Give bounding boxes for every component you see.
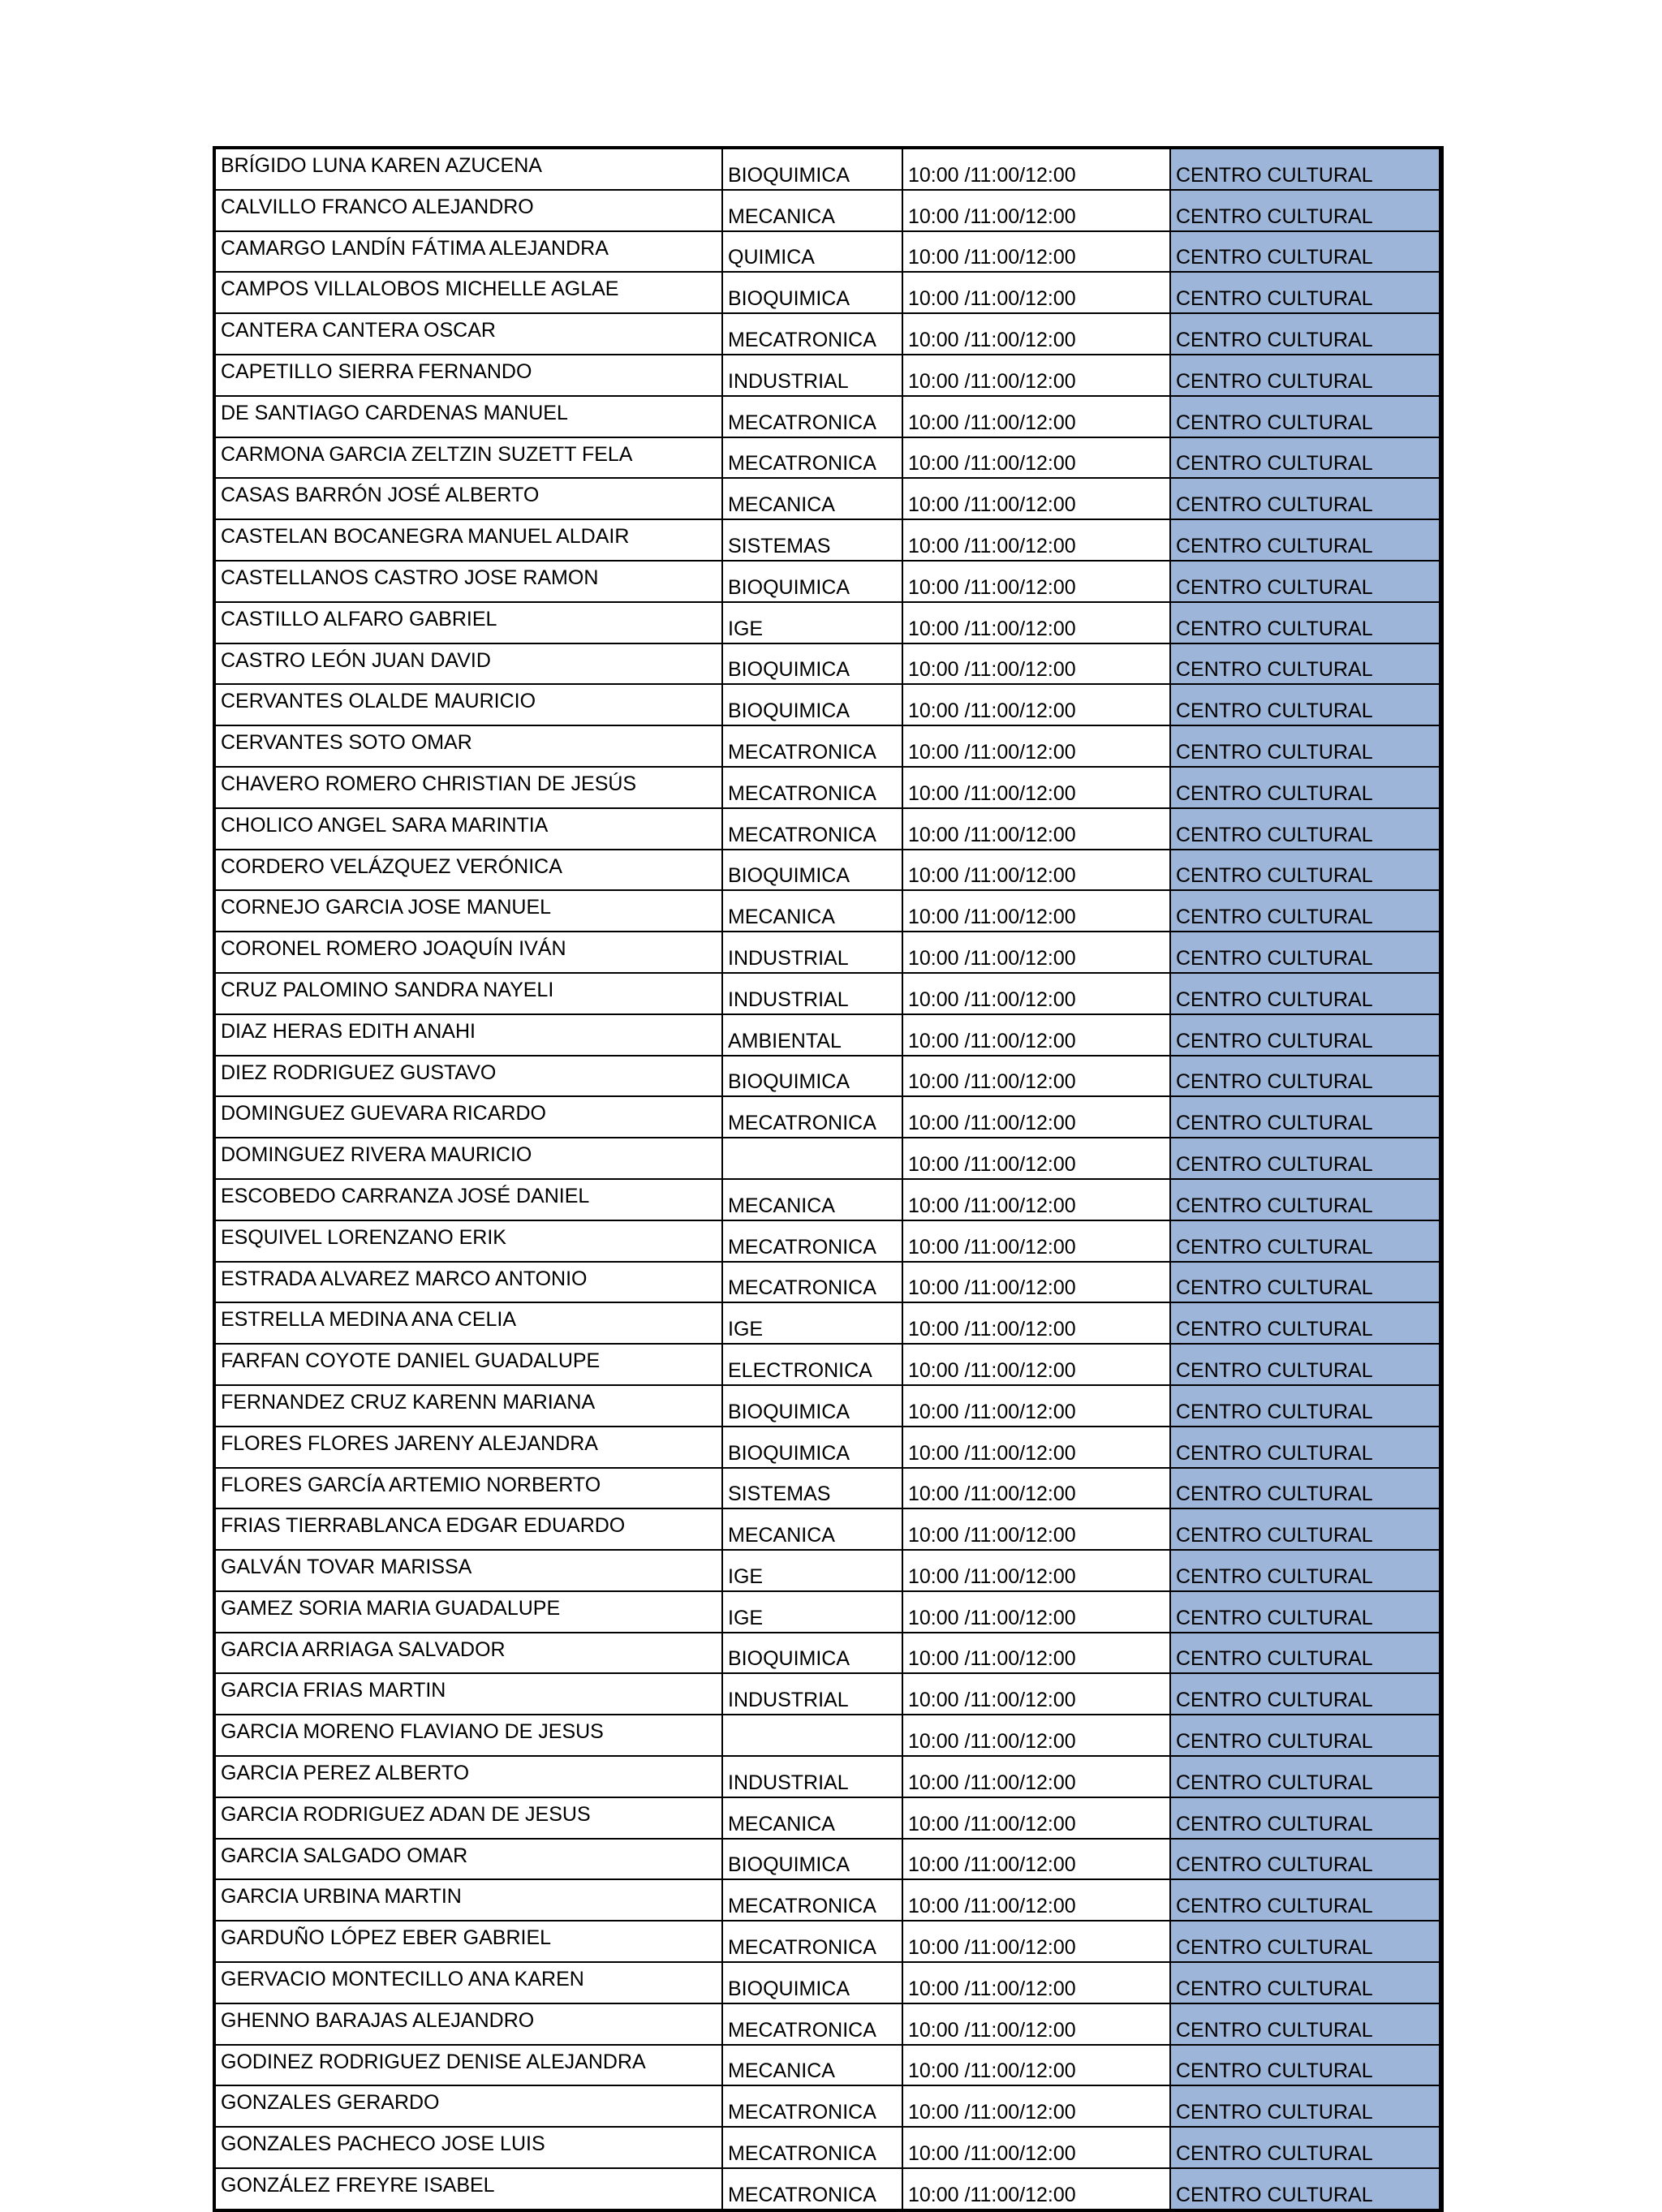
venue-cell: CENTRO CULTURAL bbox=[1170, 1879, 1441, 1921]
venue-cell: CENTRO CULTURAL bbox=[1170, 1715, 1441, 1756]
venue-cell: CENTRO CULTURAL bbox=[1170, 313, 1441, 355]
career-cell: BIOQUIMICA bbox=[722, 1962, 902, 2003]
career-cell: MECATRONICA bbox=[722, 437, 902, 479]
student-name-cell: CHOLICO ANGEL SARA MARINTIA bbox=[214, 808, 722, 850]
student-name-cell: GARCIA URBINA MARTIN bbox=[214, 1879, 722, 1921]
table-row bbox=[214, 932, 1441, 973]
schedule-time-cell: 10:00 /11:00/12:00 bbox=[902, 1921, 1170, 1962]
table-row bbox=[214, 1839, 1441, 1880]
career-cell: INDUSTRIAL bbox=[722, 1673, 902, 1715]
student-name-cell: CARMONA GARCIA ZELTZIN SUZETT FELA bbox=[214, 437, 722, 479]
student-name-cell: GALVÁN TOVAR MARISSA bbox=[214, 1550, 722, 1591]
career-cell: BIOQUIMICA bbox=[722, 1633, 902, 1674]
venue-cell: CENTRO CULTURAL bbox=[1170, 148, 1441, 190]
student-name-cell: GAMEZ SORIA MARIA GUADALUPE bbox=[214, 1591, 722, 1633]
table-row bbox=[214, 767, 1441, 808]
schedule-time-cell: 10:00 /11:00/12:00 bbox=[902, 437, 1170, 479]
career-cell: IGE bbox=[722, 1591, 902, 1633]
student-name-cell: CORONEL ROMERO JOAQUÍN IVÁN bbox=[214, 932, 722, 973]
career-cell: INDUSTRIAL bbox=[722, 355, 902, 396]
venue-cell: CENTRO CULTURAL bbox=[1170, 890, 1441, 932]
schedule-time-cell: 10:00 /11:00/12:00 bbox=[902, 1220, 1170, 1262]
student-name-cell: CERVANTES OLALDE MAURICIO bbox=[214, 684, 722, 725]
student-name-cell: GARCIA ARRIAGA SALVADOR bbox=[214, 1633, 722, 1674]
schedule-time-cell: 10:00 /11:00/12:00 bbox=[902, 932, 1170, 973]
venue-cell: CENTRO CULTURAL bbox=[1170, 1839, 1441, 1880]
venue-cell: CENTRO CULTURAL bbox=[1170, 725, 1441, 767]
schedule-time-cell: 10:00 /11:00/12:00 bbox=[902, 1797, 1170, 1839]
table-row bbox=[214, 272, 1441, 313]
schedule-time-cell: 10:00 /11:00/12:00 bbox=[902, 1508, 1170, 1550]
table-row bbox=[214, 725, 1441, 767]
table-row bbox=[214, 1096, 1441, 1138]
venue-cell: CENTRO CULTURAL bbox=[1170, 643, 1441, 685]
venue-cell: CENTRO CULTURAL bbox=[1170, 1427, 1441, 1468]
venue-cell: CENTRO CULTURAL bbox=[1170, 767, 1441, 808]
table-row bbox=[214, 2168, 1441, 2210]
student-name-cell: FLORES FLORES JARENY ALEJANDRA bbox=[214, 1427, 722, 1468]
venue-cell: CENTRO CULTURAL bbox=[1170, 1385, 1441, 1427]
career-cell: MECATRONICA bbox=[722, 2085, 902, 2127]
career-cell: MECATRONICA bbox=[722, 808, 902, 850]
schedule-time-cell: 10:00 /11:00/12:00 bbox=[902, 725, 1170, 767]
venue-cell: CENTRO CULTURAL bbox=[1170, 272, 1441, 313]
career-cell: INDUSTRIAL bbox=[722, 1756, 902, 1797]
table-row bbox=[214, 1633, 1441, 1674]
career-cell: MECATRONICA bbox=[722, 1220, 902, 1262]
table-row bbox=[214, 1591, 1441, 1633]
schedule-time-cell: 10:00 /11:00/12:00 bbox=[902, 2168, 1170, 2210]
schedule-time-cell: 10:00 /11:00/12:00 bbox=[902, 643, 1170, 685]
table-row bbox=[214, 1673, 1441, 1715]
table-row bbox=[214, 1508, 1441, 1550]
table-row bbox=[214, 1756, 1441, 1797]
table-row bbox=[214, 850, 1441, 891]
student-name-cell: FARFAN COYOTE DANIEL GUADALUPE bbox=[214, 1344, 722, 1385]
schedule-time-cell: 10:00 /11:00/12:00 bbox=[902, 808, 1170, 850]
student-name-cell: GONZALES PACHECO JOSE LUIS bbox=[214, 2127, 722, 2168]
student-name-cell: BRÍGIDO LUNA KAREN AZUCENA bbox=[214, 148, 722, 190]
career-cell: BIOQUIMICA bbox=[722, 1839, 902, 1880]
venue-cell: CENTRO CULTURAL bbox=[1170, 1014, 1441, 1056]
venue-cell: CENTRO CULTURAL bbox=[1170, 519, 1441, 561]
schedule-time-cell: 10:00 /11:00/12:00 bbox=[902, 2003, 1170, 2045]
schedule-time-cell: 10:00 /11:00/12:00 bbox=[902, 1839, 1170, 1880]
schedule-time-cell: 10:00 /11:00/12:00 bbox=[902, 190, 1170, 231]
schedule-time-cell: 10:00 /11:00/12:00 bbox=[902, 1385, 1170, 1427]
table-row bbox=[214, 2085, 1441, 2127]
venue-cell: CENTRO CULTURAL bbox=[1170, 850, 1441, 891]
table-row bbox=[214, 355, 1441, 396]
table-row bbox=[214, 313, 1441, 355]
venue-cell: CENTRO CULTURAL bbox=[1170, 1756, 1441, 1797]
student-name-cell: GARCIA MORENO FLAVIANO DE JESUS bbox=[214, 1715, 722, 1756]
career-cell: MECANICA bbox=[722, 1179, 902, 1220]
student-name-cell: ESTRADA ALVAREZ MARCO ANTONIO bbox=[214, 1262, 722, 1303]
venue-cell: CENTRO CULTURAL bbox=[1170, 1220, 1441, 1262]
career-cell: MECATRONICA bbox=[722, 725, 902, 767]
career-cell: IGE bbox=[722, 602, 902, 643]
schedule-time-cell: 10:00 /11:00/12:00 bbox=[902, 1962, 1170, 2003]
table-row bbox=[214, 231, 1441, 273]
venue-cell: CENTRO CULTURAL bbox=[1170, 1344, 1441, 1385]
schedule-time-cell: 10:00 /11:00/12:00 bbox=[902, 890, 1170, 932]
student-name-cell: FRIAS TIERRABLANCA EDGAR EDUARDO bbox=[214, 1508, 722, 1550]
table-row bbox=[214, 1344, 1441, 1385]
student-name-cell: CAPETILLO SIERRA FERNANDO bbox=[214, 355, 722, 396]
career-cell: INDUSTRIAL bbox=[722, 973, 902, 1014]
schedule-time-cell: 10:00 /11:00/12:00 bbox=[902, 1344, 1170, 1385]
table-row bbox=[214, 684, 1441, 725]
career-cell: BIOQUIMICA bbox=[722, 272, 902, 313]
career-cell: IGE bbox=[722, 1550, 902, 1591]
table-row bbox=[214, 2127, 1441, 2168]
schedule-time-cell: 10:00 /11:00/12:00 bbox=[902, 1715, 1170, 1756]
venue-cell: CENTRO CULTURAL bbox=[1170, 1673, 1441, 1715]
schedule-time-cell: 10:00 /11:00/12:00 bbox=[902, 2085, 1170, 2127]
venue-cell: CENTRO CULTURAL bbox=[1170, 1550, 1441, 1591]
schedule-time-cell: 10:00 /11:00/12:00 bbox=[902, 478, 1170, 519]
student-name-cell: ESCOBEDO CARRANZA JOSÉ DANIEL bbox=[214, 1179, 722, 1220]
venue-cell: CENTRO CULTURAL bbox=[1170, 973, 1441, 1014]
table-row bbox=[214, 1302, 1441, 1344]
career-cell: BIOQUIMICA bbox=[722, 684, 902, 725]
table-row bbox=[214, 973, 1441, 1014]
student-name-cell: CALVILLO FRANCO ALEJANDRO bbox=[214, 190, 722, 231]
venue-cell: CENTRO CULTURAL bbox=[1170, 437, 1441, 479]
venue-cell: CENTRO CULTURAL bbox=[1170, 2003, 1441, 2045]
venue-cell: CENTRO CULTURAL bbox=[1170, 1633, 1441, 1674]
student-name-cell: GARCIA RODRIGUEZ ADAN DE JESUS bbox=[214, 1797, 722, 1839]
schedule-time-cell: 10:00 /11:00/12:00 bbox=[902, 2045, 1170, 2086]
schedule-time-cell: 10:00 /11:00/12:00 bbox=[902, 1262, 1170, 1303]
table-row bbox=[214, 148, 1441, 190]
schedule-time-cell: 10:00 /11:00/12:00 bbox=[902, 850, 1170, 891]
student-name-cell: CERVANTES SOTO OMAR bbox=[214, 725, 722, 767]
table-row bbox=[214, 561, 1441, 602]
career-cell: MECANICA bbox=[722, 2045, 902, 2086]
career-cell: MECANICA bbox=[722, 478, 902, 519]
student-name-cell: CASTELLANOS CASTRO JOSE RAMON bbox=[214, 561, 722, 602]
table-row bbox=[214, 190, 1441, 231]
table-row bbox=[214, 1262, 1441, 1303]
table-row bbox=[214, 890, 1441, 932]
career-cell: MECANICA bbox=[722, 890, 902, 932]
career-cell: MECATRONICA bbox=[722, 1879, 902, 1921]
career-cell: MECATRONICA bbox=[722, 2003, 902, 2045]
student-name-cell: GARDUÑO LÓPEZ EBER GABRIEL bbox=[214, 1921, 722, 1962]
schedule-time-cell: 10:00 /11:00/12:00 bbox=[902, 148, 1170, 190]
schedule-time-cell: 10:00 /11:00/12:00 bbox=[902, 1014, 1170, 1056]
table-row bbox=[214, 1056, 1441, 1097]
table-row bbox=[214, 1014, 1441, 1056]
career-cell: SISTEMAS bbox=[722, 1468, 902, 1509]
career-cell: BIOQUIMICA bbox=[722, 643, 902, 685]
student-name-cell: GODINEZ RODRIGUEZ DENISE ALEJANDRA bbox=[214, 2045, 722, 2086]
table-row bbox=[214, 808, 1441, 850]
career-cell: MECATRONICA bbox=[722, 2127, 902, 2168]
table-row bbox=[214, 1550, 1441, 1591]
career-cell: MECATRONICA bbox=[722, 2168, 902, 2210]
venue-cell: CENTRO CULTURAL bbox=[1170, 2127, 1441, 2168]
career-cell: AMBIENTAL bbox=[722, 1014, 902, 1056]
career-cell: BIOQUIMICA bbox=[722, 1385, 902, 1427]
table-row bbox=[214, 643, 1441, 685]
venue-cell: CENTRO CULTURAL bbox=[1170, 1591, 1441, 1633]
student-name-cell: CRUZ PALOMINO SANDRA NAYELI bbox=[214, 973, 722, 1014]
venue-cell: CENTRO CULTURAL bbox=[1170, 1262, 1441, 1303]
table-row bbox=[214, 396, 1441, 437]
table-row bbox=[214, 437, 1441, 479]
career-cell: BIOQUIMICA bbox=[722, 1427, 902, 1468]
table-row bbox=[214, 2003, 1441, 2045]
student-name-cell: DE SANTIAGO CARDENAS MANUEL bbox=[214, 396, 722, 437]
schedule-time-cell: 10:00 /11:00/12:00 bbox=[902, 973, 1170, 1014]
student-name-cell: CAMPOS VILLALOBOS MICHELLE AGLAE bbox=[214, 272, 722, 313]
venue-cell: CENTRO CULTURAL bbox=[1170, 2168, 1441, 2210]
table-row bbox=[214, 1179, 1441, 1220]
student-name-cell: CASTRO LEÓN JUAN DAVID bbox=[214, 643, 722, 685]
schedule-time-cell: 10:00 /11:00/12:00 bbox=[902, 231, 1170, 273]
venue-cell: CENTRO CULTURAL bbox=[1170, 355, 1441, 396]
career-cell: BIOQUIMICA bbox=[722, 148, 902, 190]
student-name-cell: CASTELAN BOCANEGRA MANUEL ALDAIR bbox=[214, 519, 722, 561]
career-cell: INDUSTRIAL bbox=[722, 932, 902, 973]
schedule-time-cell: 10:00 /11:00/12:00 bbox=[902, 1096, 1170, 1138]
table-row bbox=[214, 1385, 1441, 1427]
venue-cell: CENTRO CULTURAL bbox=[1170, 684, 1441, 725]
schedule-table-body bbox=[214, 148, 1441, 2210]
table-row bbox=[214, 602, 1441, 643]
venue-cell: CENTRO CULTURAL bbox=[1170, 190, 1441, 231]
venue-cell: CENTRO CULTURAL bbox=[1170, 2045, 1441, 2086]
career-cell bbox=[722, 1138, 902, 1179]
schedule-time-cell: 10:00 /11:00/12:00 bbox=[902, 1138, 1170, 1179]
venue-cell: CENTRO CULTURAL bbox=[1170, 1056, 1441, 1097]
schedule-time-cell: 10:00 /11:00/12:00 bbox=[902, 355, 1170, 396]
table-row bbox=[214, 519, 1441, 561]
career-cell: MECANICA bbox=[722, 1508, 902, 1550]
schedule-time-cell: 10:00 /11:00/12:00 bbox=[902, 1633, 1170, 1674]
career-cell: MECATRONICA bbox=[722, 396, 902, 437]
student-name-cell: CASTILLO ALFARO GABRIEL bbox=[214, 602, 722, 643]
schedule-time-cell: 10:00 /11:00/12:00 bbox=[902, 1879, 1170, 1921]
student-name-cell: ESQUIVEL LORENZANO ERIK bbox=[214, 1220, 722, 1262]
student-name-cell: DOMINGUEZ GUEVARA RICARDO bbox=[214, 1096, 722, 1138]
venue-cell: CENTRO CULTURAL bbox=[1170, 478, 1441, 519]
student-name-cell: DIAZ HERAS EDITH ANAHI bbox=[214, 1014, 722, 1056]
venue-cell: CENTRO CULTURAL bbox=[1170, 1468, 1441, 1509]
schedule-time-cell: 10:00 /11:00/12:00 bbox=[902, 561, 1170, 602]
schedule-time-cell: 10:00 /11:00/12:00 bbox=[902, 1427, 1170, 1468]
venue-cell: CENTRO CULTURAL bbox=[1170, 808, 1441, 850]
student-name-cell: GARCIA FRIAS MARTIN bbox=[214, 1673, 722, 1715]
student-name-cell: DOMINGUEZ RIVERA MAURICIO bbox=[214, 1138, 722, 1179]
student-name-cell: DIEZ RODRIGUEZ GUSTAVO bbox=[214, 1056, 722, 1097]
student-name-cell: GONZALES GERARDO bbox=[214, 2085, 722, 2127]
schedule-time-cell: 10:00 /11:00/12:00 bbox=[902, 1591, 1170, 1633]
table-row bbox=[214, 1797, 1441, 1839]
student-name-cell: CAMARGO LANDÍN FÁTIMA ALEJANDRA bbox=[214, 231, 722, 273]
venue-cell: CENTRO CULTURAL bbox=[1170, 1797, 1441, 1839]
venue-cell: CENTRO CULTURAL bbox=[1170, 1962, 1441, 2003]
career-cell: MECANICA bbox=[722, 190, 902, 231]
career-cell: BIOQUIMICA bbox=[722, 850, 902, 891]
schedule-time-cell: 10:00 /11:00/12:00 bbox=[902, 602, 1170, 643]
schedule-time-cell: 10:00 /11:00/12:00 bbox=[902, 1056, 1170, 1097]
career-cell bbox=[722, 1715, 902, 1756]
career-cell: ELECTRONICA bbox=[722, 1344, 902, 1385]
venue-cell: CENTRO CULTURAL bbox=[1170, 231, 1441, 273]
career-cell: MECATRONICA bbox=[722, 767, 902, 808]
table-row bbox=[214, 1468, 1441, 1509]
career-cell: MECATRONICA bbox=[722, 1096, 902, 1138]
student-name-cell: FERNANDEZ CRUZ KARENN MARIANA bbox=[214, 1385, 722, 1427]
schedule-time-cell: 10:00 /11:00/12:00 bbox=[902, 1302, 1170, 1344]
schedule-time-cell: 10:00 /11:00/12:00 bbox=[902, 2127, 1170, 2168]
student-name-cell: CHAVERO ROMERO CHRISTIAN DE JESÚS bbox=[214, 767, 722, 808]
career-cell: MECANICA bbox=[722, 1797, 902, 1839]
table-row bbox=[214, 1879, 1441, 1921]
career-cell: BIOQUIMICA bbox=[722, 561, 902, 602]
career-cell: MECATRONICA bbox=[722, 313, 902, 355]
career-cell: MECATRONICA bbox=[722, 1921, 902, 1962]
schedule-time-cell: 10:00 /11:00/12:00 bbox=[902, 1550, 1170, 1591]
schedule-time-cell: 10:00 /11:00/12:00 bbox=[902, 1756, 1170, 1797]
career-cell: QUIMICA bbox=[722, 231, 902, 273]
table-row bbox=[214, 1962, 1441, 2003]
schedule-time-cell: 10:00 /11:00/12:00 bbox=[902, 1179, 1170, 1220]
table-row bbox=[214, 2045, 1441, 2086]
venue-cell: CENTRO CULTURAL bbox=[1170, 932, 1441, 973]
student-name-cell: GONZÁLEZ FREYRE ISABEL bbox=[214, 2168, 722, 2210]
career-cell: SISTEMAS bbox=[722, 519, 902, 561]
table-row bbox=[214, 1427, 1441, 1468]
venue-cell: CENTRO CULTURAL bbox=[1170, 602, 1441, 643]
schedule-time-cell: 10:00 /11:00/12:00 bbox=[902, 313, 1170, 355]
schedule-time-cell: 10:00 /11:00/12:00 bbox=[902, 684, 1170, 725]
schedule-time-cell: 10:00 /11:00/12:00 bbox=[902, 767, 1170, 808]
schedule-time-cell: 10:00 /11:00/12:00 bbox=[902, 519, 1170, 561]
student-name-cell: GARCIA PEREZ ALBERTO bbox=[214, 1756, 722, 1797]
schedule-time-cell: 10:00 /11:00/12:00 bbox=[902, 1468, 1170, 1509]
table-row bbox=[214, 1138, 1441, 1179]
table-row bbox=[214, 1715, 1441, 1756]
student-name-cell: GERVACIO MONTECILLO ANA KAREN bbox=[214, 1962, 722, 2003]
venue-cell: CENTRO CULTURAL bbox=[1170, 1138, 1441, 1179]
career-cell: MECATRONICA bbox=[722, 1262, 902, 1303]
student-name-cell: ESTRELLA MEDINA ANA CELIA bbox=[214, 1302, 722, 1344]
venue-cell: CENTRO CULTURAL bbox=[1170, 1096, 1441, 1138]
career-cell: BIOQUIMICA bbox=[722, 1056, 902, 1097]
table-row bbox=[214, 1220, 1441, 1262]
venue-cell: CENTRO CULTURAL bbox=[1170, 1179, 1441, 1220]
venue-cell: CENTRO CULTURAL bbox=[1170, 561, 1441, 602]
student-name-cell: CORDERO VELÁZQUEZ VERÓNICA bbox=[214, 850, 722, 891]
schedule-table bbox=[213, 146, 1444, 2212]
student-name-cell: CASAS BARRÓN JOSÉ ALBERTO bbox=[214, 478, 722, 519]
venue-cell: CENTRO CULTURAL bbox=[1170, 2085, 1441, 2127]
student-name-cell: FLORES GARCÍA ARTEMIO NORBERTO bbox=[214, 1468, 722, 1509]
venue-cell: CENTRO CULTURAL bbox=[1170, 396, 1441, 437]
venue-cell: CENTRO CULTURAL bbox=[1170, 1508, 1441, 1550]
table-row bbox=[214, 478, 1441, 519]
career-cell: IGE bbox=[722, 1302, 902, 1344]
student-name-cell: CANTERA CANTERA OSCAR bbox=[214, 313, 722, 355]
student-name-cell: GHENNO BARAJAS ALEJANDRO bbox=[214, 2003, 722, 2045]
venue-cell: CENTRO CULTURAL bbox=[1170, 1921, 1441, 1962]
student-name-cell: GARCIA SALGADO OMAR bbox=[214, 1839, 722, 1880]
schedule-time-cell: 10:00 /11:00/12:00 bbox=[902, 396, 1170, 437]
venue-cell: CENTRO CULTURAL bbox=[1170, 1302, 1441, 1344]
schedule-time-cell: 10:00 /11:00/12:00 bbox=[902, 272, 1170, 313]
table-row bbox=[214, 1921, 1441, 1962]
schedule-time-cell: 10:00 /11:00/12:00 bbox=[902, 1673, 1170, 1715]
student-name-cell: CORNEJO GARCIA JOSE MANUEL bbox=[214, 890, 722, 932]
